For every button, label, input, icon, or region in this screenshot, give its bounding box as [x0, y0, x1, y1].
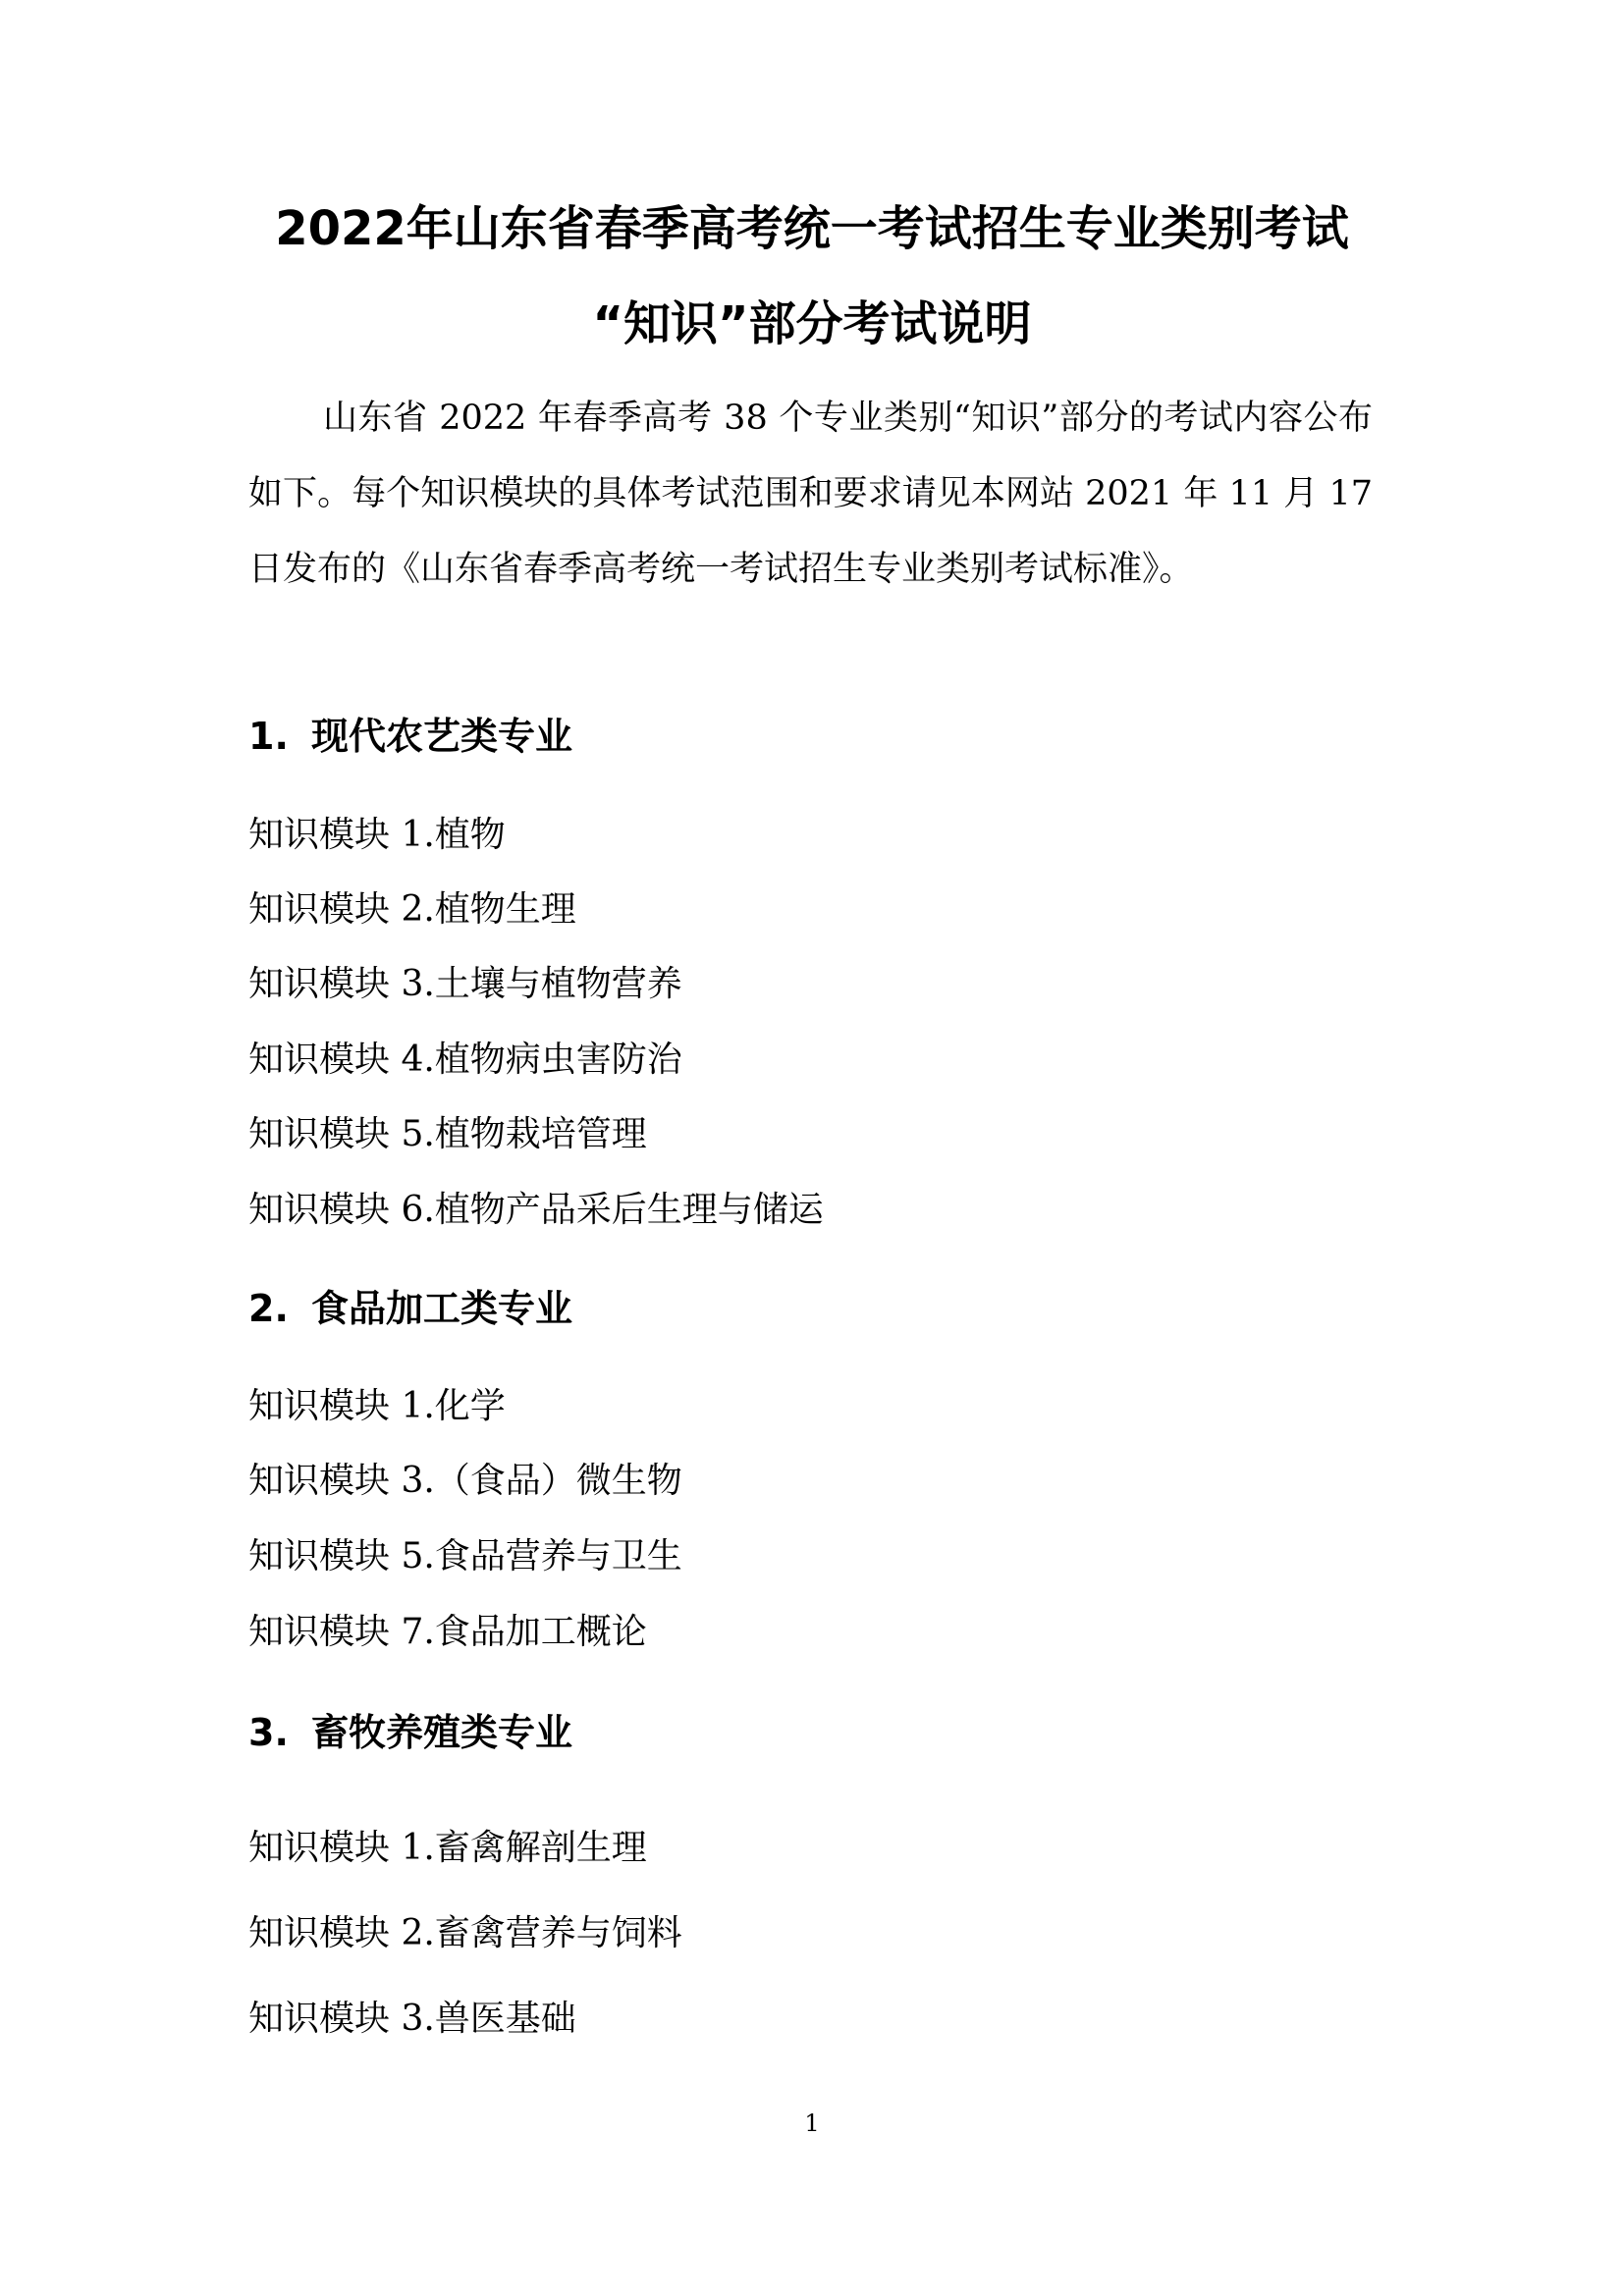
- knowledge-module-item: 知识模块 3.兽医基础: [248, 1999, 576, 2039]
- section-heading-2: [248, 1284, 572, 1333]
- section-title: 食品加工类专业: [311, 1287, 573, 1330]
- document-title-line-1: 2022年山东省春季高考统一考试招生专业类别考试: [275, 201, 1349, 256]
- section-heading-1: [248, 712, 572, 761]
- knowledge-module-item: 知识模块 1.植物: [248, 815, 506, 855]
- knowledge-module-item: 知识模块 2.畜禽营养与饲料: [248, 1913, 682, 1953]
- knowledge-module-item: 知识模块 5.植物栽培管理: [248, 1114, 647, 1154]
- section-title: 现代农艺类专业: [311, 715, 573, 758]
- knowledge-module-item: 知识模块 1.化学: [248, 1386, 506, 1426]
- knowledge-module-item: 知识模块 4.植物病虫害防治: [248, 1040, 682, 1080]
- section-number: 2.: [248, 1287, 289, 1330]
- section-title: 畜牧养殖类专业: [311, 1711, 573, 1754]
- knowledge-module-item: 知识模块 1.畜禽解剖生理: [248, 1828, 647, 1868]
- knowledge-module-item: 知识模块 2.植物生理: [248, 889, 576, 930]
- knowledge-module-item: 知识模块 3.土壤与植物营养: [248, 964, 682, 1004]
- knowledge-module-item: 知识模块 7.食品加工概论: [248, 1612, 647, 1652]
- section-number: 3.: [248, 1711, 289, 1754]
- intro-paragraph: 山东省 2022 年春季高考 38 个专业类别“知识”部分的考试内容公布如下。每个知识模块的具体考试范围和要求请见本网站 2021 年 11 月 17 日发布的《山东省春季高考统一考试招生专业类别考试标准》。: [248, 399, 1373, 589]
- knowledge-module-item: 知识模块 6.植物产品采后生理与储运: [248, 1190, 824, 1230]
- page-number: 1: [804, 2109, 820, 2137]
- section-number: 1.: [248, 715, 289, 758]
- document-title-line-2: “知识”部分考试说明: [592, 296, 1032, 351]
- knowledge-module-item: 知识模块 3.（食品）微生物: [248, 1461, 682, 1501]
- knowledge-module-item: 知识模块 5.食品营养与卫生: [248, 1536, 682, 1576]
- section-heading-3: [248, 1708, 572, 1757]
